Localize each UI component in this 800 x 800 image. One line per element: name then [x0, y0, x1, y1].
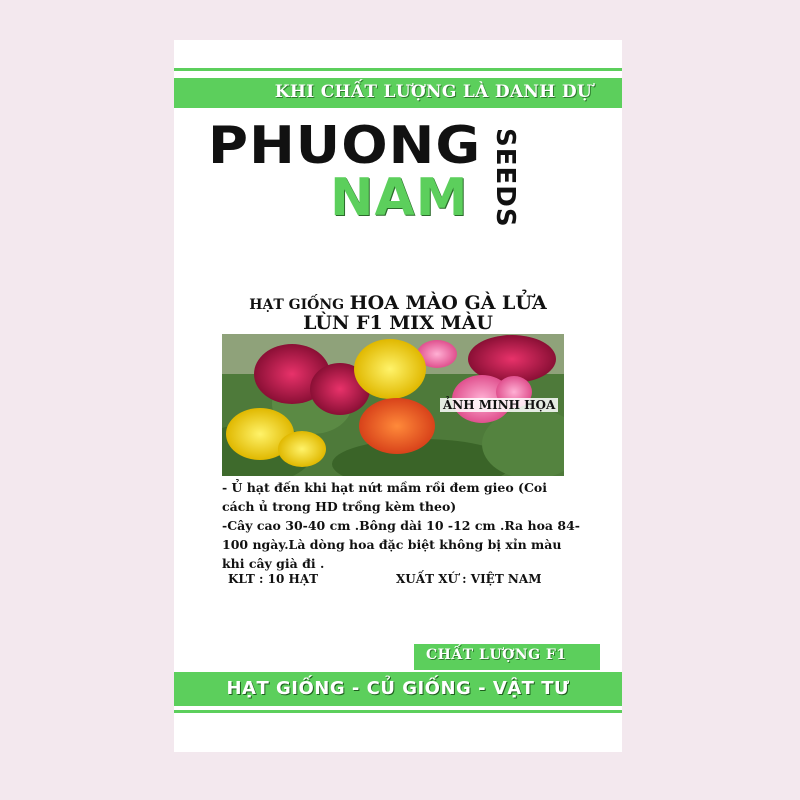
product-name-line2: LÙN F1 MIX MÀU: [303, 312, 493, 334]
image-caption: ẢNH MINH HỌA: [440, 398, 558, 412]
product-description: [222, 478, 582, 573]
product-title: [174, 292, 622, 334]
product-name-line1: HOA MÀO GÀ LỬA: [349, 292, 547, 314]
quality-badge-text: CHẤT LƯỢNG F1: [426, 647, 567, 663]
quality-badge: [414, 644, 600, 670]
top-divider: [174, 68, 622, 71]
footer-text: HẠT GIỐNG - CỦ GIỐNG - VẬT TƯ: [226, 678, 570, 699]
slogan-banner: [174, 78, 622, 108]
bottom-divider: [174, 710, 622, 713]
brand-name-line1: PHUONG: [208, 116, 482, 176]
description-line: - Ủ hạt đến khi hạt nứt mầm rồi đem gieo (Coi cách ủ trong HD trồng kèm theo): [222, 480, 547, 514]
slogan-text: KHI CHẤT LƯỢNG LÀ DANH DỰ: [274, 82, 592, 102]
footer-banner: [174, 672, 622, 706]
seed-packet: [174, 40, 622, 752]
origin: XUẤT XỨ : VIỆT NAM: [396, 572, 542, 586]
brand-seeds-vertical: SEEDS: [490, 128, 520, 228]
brand-name-line2: NAM: [330, 168, 469, 228]
description-line: -Cây cao 30-40 cm .Bông dài 10 -12 cm .Ra hoa 84-100 ngày.Là dòng hoa đặc biệt không bị xỉn màu khi cây già đi .: [222, 518, 580, 571]
net-weight: KLT : 10 HẠT: [228, 572, 319, 586]
product-prefix: HẠT GIỐNG: [249, 297, 345, 313]
